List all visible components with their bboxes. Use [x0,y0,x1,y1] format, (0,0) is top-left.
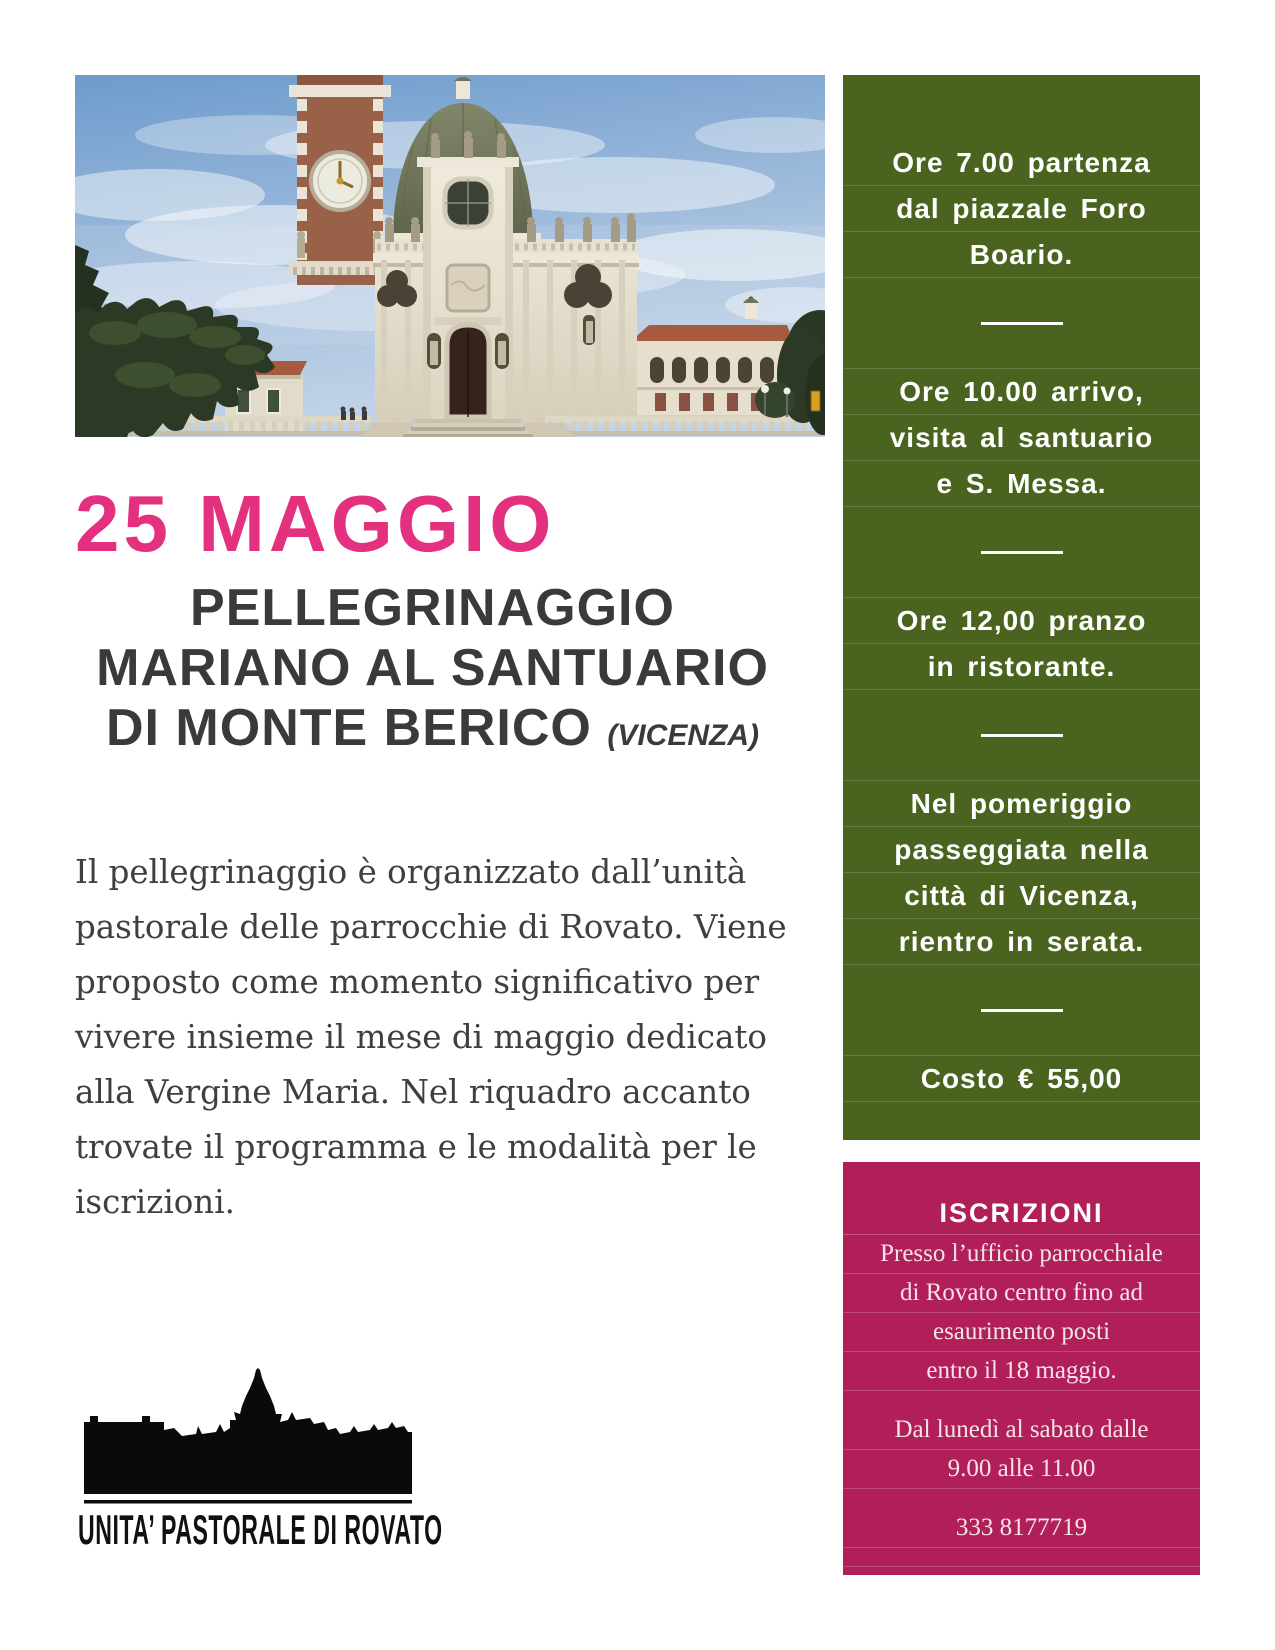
intro-paragraph: Il pellegrinaggio è organizzato dall’unità pastorale delle parrocchie di Rovato. Viene proposto come momento significativo per vivere insieme il mese di maggio dedicato alla Vergine Maria. Nel riquadro accanto trovate il programma e le modalità per le iscrizioni. [75,853,787,1221]
event-heading [75,578,790,766]
registration-line: esaurimento posti [843,1313,1200,1352]
church-photo [75,75,825,437]
schedule-line: rientro in serata. [843,919,1200,965]
event-heading-line1: PELLEGRINAGGIO [190,579,675,637]
schedule-line: città di Vicenza, [843,873,1200,919]
program-sidebar [843,75,1200,1140]
registration-rows [843,1235,1200,1567]
schedule-line: Ore 12,00 pranzo [843,598,1200,644]
registration-gap [843,1489,1200,1509]
registration-title: ISCRIZIONI [843,1192,1200,1235]
registration-bottom-rule [843,1548,1200,1567]
schedule-line: Ore 7.00 partenza [843,140,1200,186]
registration-line: entro il 18 maggio. [843,1352,1200,1391]
registration-line: Presso l’ufficio parrocchiale [843,1235,1200,1274]
schedule-separator [843,690,1200,781]
registration-line: 333 8177719 [843,1509,1200,1548]
schedule-separator [843,507,1200,598]
logo-caption: UNITA’ PASTORALE DI ROVATO [78,1506,443,1553]
registration-box [843,1162,1200,1575]
registration-line: di Rovato centro fino ad [843,1274,1200,1313]
schedule-line: Costo € 55,00 [843,1056,1200,1102]
schedule-line: in ristorante. [843,644,1200,690]
registration-gap [843,1391,1200,1411]
schedule-rows [843,140,1200,1102]
date-title: 25 MAGGIO [75,479,556,568]
schedule-separator [843,965,1200,1056]
schedule-line: Nel pomeriggio [843,781,1200,827]
schedule-line: e S. Messa. [843,461,1200,507]
skyline-silhouette-icon [78,1362,418,1508]
schedule-line: dal piazzale Foro [843,186,1200,232]
clock [311,152,369,210]
registration-line: 9.00 alle 11.00 [843,1450,1200,1489]
schedule-line: passeggiata nella [843,827,1200,873]
registration-line: Dal lunedì al sabato dalle [843,1411,1200,1450]
schedule-line: Boario. [843,232,1200,278]
people [341,407,368,421]
schedule-separator [843,278,1200,369]
parish-logo [78,1362,443,1553]
event-heading-line3: DI MONTE BERICO [105,699,592,757]
schedule-line: visita al santuario [843,415,1200,461]
church-photo-illustration [75,75,825,437]
schedule-line: Ore 10.00 arrivo, [843,369,1200,415]
event-heading-line2: MARIANO AL SANTUARIO [96,639,769,697]
event-heading-location: (VICENZA) [607,719,759,752]
